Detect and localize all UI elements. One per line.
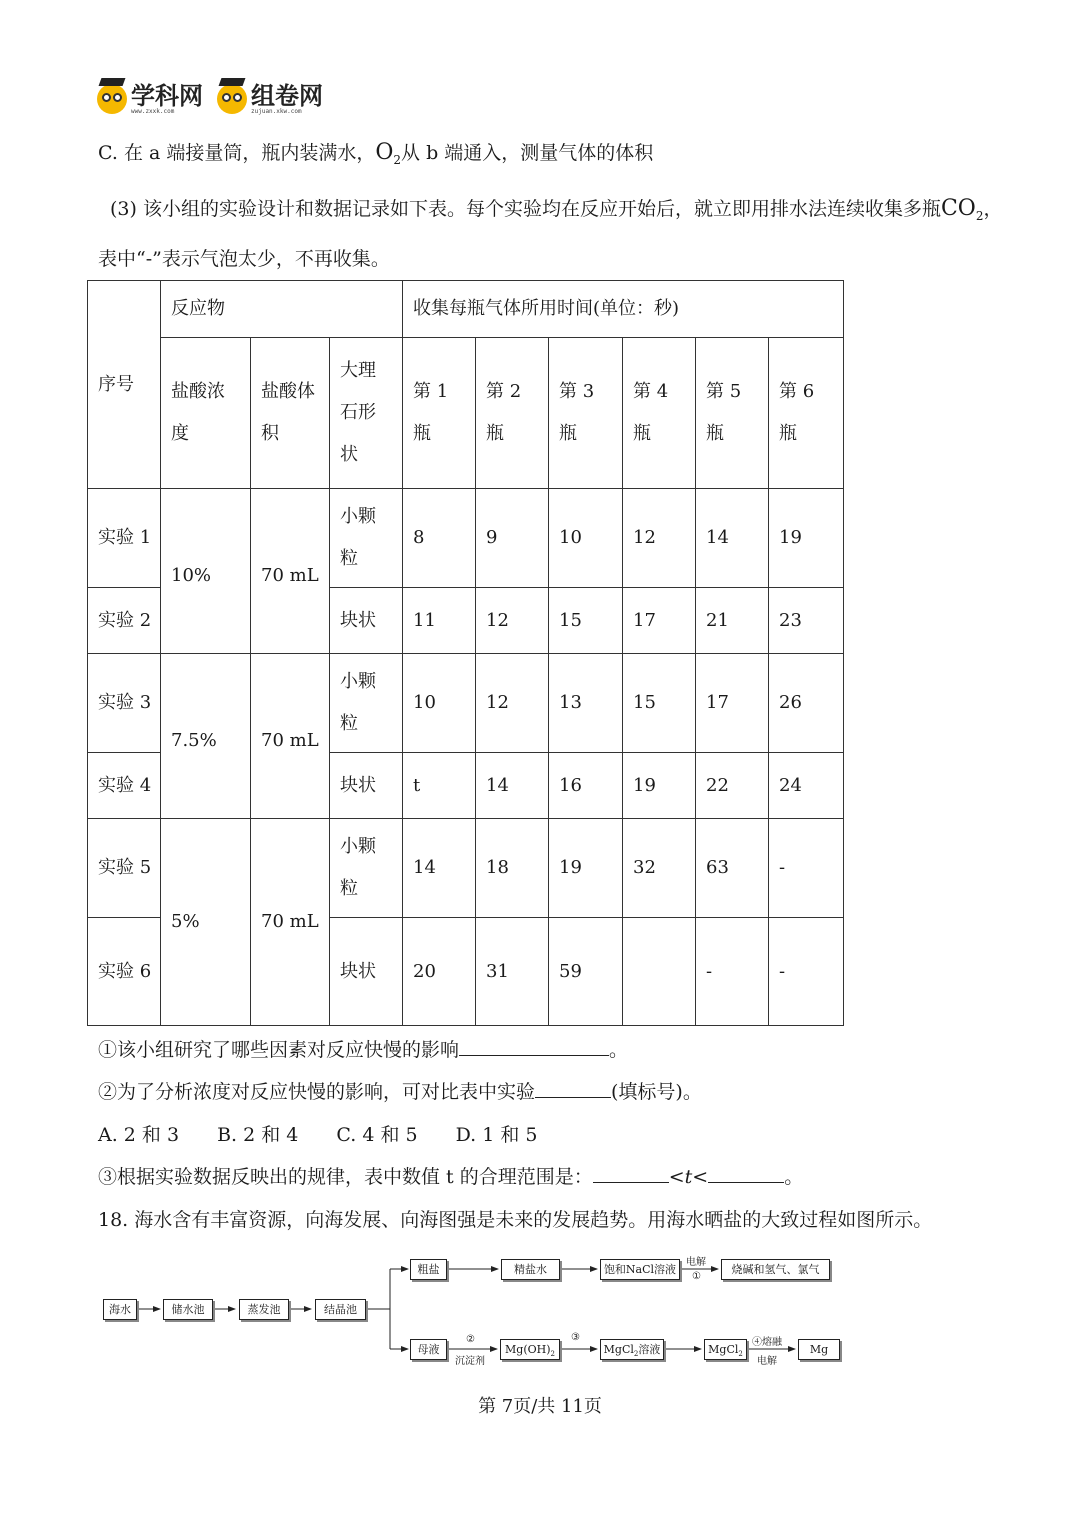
time-cell: - (769, 819, 844, 918)
step-4-label: ④熔融 (752, 1337, 782, 1348)
shape-cell: 小颗 粒 (330, 489, 403, 588)
shape-cell: 小颗 粒 (330, 819, 403, 918)
crystallization-pool-box: 结晶池 (315, 1299, 366, 1320)
time-cell: 21 (696, 588, 769, 654)
time-cell: 16 (549, 753, 623, 819)
row-name: 实验 3 (88, 654, 161, 753)
precipitant-label: 沉淀剂 (455, 1356, 485, 1367)
row-name: 实验 1 (88, 489, 161, 588)
refined-brine-box: 精盐水 (501, 1259, 560, 1280)
option-c[interactable]: C. 4 和 5 (336, 1124, 418, 1146)
question-3-line2: 表中“-”表示气泡太少，不再收集。 (98, 248, 390, 270)
row-name: 实验 6 (88, 918, 161, 1026)
electrolysis-label: 电解 (686, 1257, 706, 1268)
mg-oh-2-box: $Mg(OH)_2$ (500, 1339, 560, 1360)
header-bottle-6: 第 6 瓶 (769, 338, 844, 489)
shape-cell: 小颗 粒 (330, 654, 403, 753)
time-cell: 23 (769, 588, 844, 654)
saturated-nacl-box: 饱和NaCl溶液 (600, 1259, 680, 1280)
evaporation-pool-box: 蒸发池 (239, 1299, 289, 1320)
time-cell: 12 (476, 654, 549, 753)
logo-name-left: 学科网 (131, 81, 203, 110)
time-cell: 19 (769, 489, 844, 588)
seawater-box: 海水 (103, 1299, 137, 1320)
time-cell: 63 (696, 819, 769, 918)
time-cell: 17 (623, 588, 696, 654)
page-footer: 第 7页/共 11页 (478, 1396, 602, 1417)
time-cell: - (769, 918, 844, 1026)
time-cell: t (403, 753, 476, 819)
sub-question-2: ②为了分析浓度对反应快慢的影响，可对比表中实验 (填标号)。 (98, 1081, 702, 1103)
time-cell: 15 (623, 654, 696, 753)
time-cell: 14 (476, 753, 549, 819)
time-cell: - (696, 918, 769, 1026)
option-b[interactable]: B. 2 和 4 (217, 1124, 299, 1146)
sub-question-3: ③根据实验数据反映出的规律，表中数值 t 的合理范围是： <t< 。 (98, 1166, 804, 1188)
header-bottle-5: 第 5 瓶 (696, 338, 769, 489)
row-name: 实验 5 (88, 819, 161, 918)
shape-cell: 块状 (330, 918, 403, 1026)
time-cell: 13 (549, 654, 623, 753)
mgcl2-solution-box: MgCl$_2$溶液 (600, 1339, 664, 1360)
header-seq: 序号 (88, 281, 161, 489)
time-cell: 19 (623, 753, 696, 819)
logo-sub-left: www.zxxk.com (131, 107, 175, 115)
header-bottle-3: 第 3 瓶 (549, 338, 623, 489)
header-concentration: 盐酸浓 度 (161, 338, 251, 489)
volume-cell: 70 mL (251, 489, 330, 654)
time-cell: 12 (476, 588, 549, 654)
step-2-label: ② (466, 1334, 475, 1345)
concentration-cell: 5% (161, 819, 251, 1026)
header-time: 收集每瓶气体所用时间(单位：秒) (403, 281, 844, 338)
time-cell: 18 (476, 819, 549, 918)
option-d[interactable]: D. 1 和 5 (455, 1124, 538, 1146)
time-cell: 10 (549, 489, 623, 588)
mgcl2-box: MgCl$_2$ (704, 1339, 747, 1360)
logo-sub-right: zujuan.xkw.com (251, 107, 302, 115)
time-cell: 15 (549, 588, 623, 654)
option-c: C. 在 a 端接量筒，瓶内装满水，$O_2$从 b 端通入，测量气体的体积 (98, 140, 654, 167)
time-cell: 17 (696, 654, 769, 753)
header-bottle-4: 第 4 瓶 (623, 338, 696, 489)
concentration-cell: 7.5% (161, 654, 251, 819)
time-cell: 24 (769, 753, 844, 819)
time-cell: 8 (403, 489, 476, 588)
header-reactant: 反应物 (161, 281, 403, 338)
mother-liquor-box: 母液 (410, 1339, 447, 1360)
option-a[interactable]: A. 2 和 3 (98, 1124, 180, 1146)
time-cell: 31 (476, 918, 549, 1026)
time-cell: 22 (696, 753, 769, 819)
time-cell: 11 (403, 588, 476, 654)
time-cell: 59 (549, 918, 623, 1026)
electrolysis-2-label: 电解 (757, 1356, 777, 1367)
time-cell: 14 (403, 819, 476, 918)
row-name: 实验 2 (88, 588, 161, 654)
step-3-label: ③ (571, 1332, 580, 1343)
concentration-cell: 10% (161, 489, 251, 654)
header-marble-shape: 大理 石形 状 (330, 338, 403, 489)
crude-salt-box: 粗盐 (410, 1259, 447, 1280)
step-1-label: ① (692, 1271, 701, 1282)
row-name: 实验 4 (88, 753, 161, 819)
time-cell: 20 (403, 918, 476, 1026)
time-cell: 26 (769, 654, 844, 753)
time-cell: 32 (623, 819, 696, 918)
time-cell: 9 (476, 489, 549, 588)
shape-cell: 块状 (330, 588, 403, 654)
time-cell: 12 (623, 489, 696, 588)
volume-cell: 70 mL (251, 654, 330, 819)
question-3-line1: (3) 该小组的实验设计和数据记录如下表。每个实验均在反应开始后，就立即用排水法连续收集多瓶$CO_2$， (110, 196, 1003, 223)
mg-box: Mg (798, 1339, 840, 1360)
header-bottle-2: 第 2 瓶 (476, 338, 549, 489)
header-bottle-1: 第 1 瓶 (403, 338, 476, 489)
time-cell: 14 (696, 489, 769, 588)
sub-question-1: ①该小组研究了哪些因素对反应快慢的影响 。 (98, 1039, 629, 1061)
header-volume: 盐酸体 积 (251, 338, 330, 489)
products-box: 烧碱和氢气、氯气 (721, 1259, 830, 1280)
shape-cell: 块状 (330, 753, 403, 819)
question-18: 18. 海水含有丰富资源，向海发展、向海图强是未来的发展趋势。用海水晒盐的大致过程如图所示。 (98, 1209, 933, 1231)
logo-name-right: 组卷网 (251, 81, 323, 110)
time-cell: 19 (549, 819, 623, 918)
time-cell: 10 (403, 654, 476, 753)
volume-cell: 70 mL (251, 819, 330, 1026)
storage-pool-box: 储水池 (163, 1299, 213, 1320)
